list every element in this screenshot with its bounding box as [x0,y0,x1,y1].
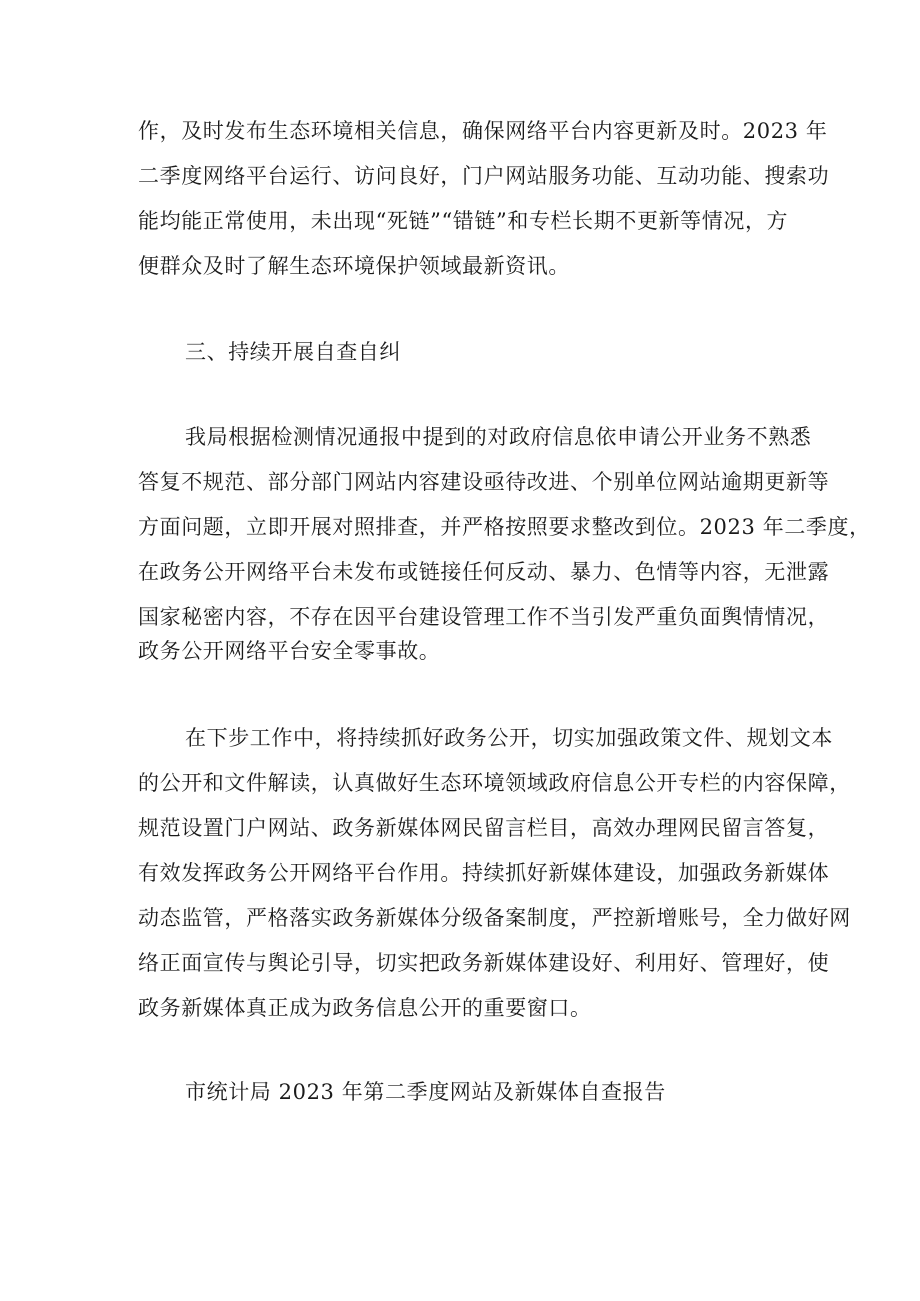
text-line: 规范设置门户网站、政务新媒体网民留言栏目，高效办理网民留言答复， [138,816,830,840]
text-line: 政务新媒体真正成为政务信息公开的重要窗口。 [138,996,592,1020]
text-line: 能均能正常使用，未出现“死链”“错链”和专栏长期不更新等情况，方 [138,209,789,233]
section-heading: 三、持续开展自查自纠 [185,340,401,364]
text-line: 我局根据检测情况通报中提到的对政府信息依申请公开业务不熟悉 [185,425,812,449]
text-line: 国家秘密内容，不存在因平台建设管理工作不当引发严重负面舆情情况， [138,605,830,629]
document-title: 市统计局 2023 年第二季度网站及新媒体自查报告 [185,1080,666,1104]
text-line: 在下步工作中，将持续抓好政务公开，切实加强政策文件、规划文本 [185,726,833,750]
text-line: 政务公开网络平台安全零事故。 [138,639,441,663]
text-line: 在政务公开网络平台未发布或链接任何反动、暴力、色情等内容，无泄露 [138,560,830,584]
text-line: 的公开和文件解读，认真做好生态环境领域政府信息公开专栏的内容保障， [138,771,851,795]
text-line: 方面问题，立即开展对照排查，并严格按照要求整改到位。2023 年二季度， [138,515,871,539]
text-line: 作，及时发布生态环境相关信息，确保网络平台内容更新及时。2023 年 [138,119,828,143]
text-line: 络正面宣传与舆论引导，切实把政务新媒体建设好、利用好、管理好，使 [138,951,830,975]
text-line: 便群众及时了解生态环境保护领域最新资讯。 [138,254,570,278]
text-line: 二季度网络平台运行、访问良好，门户网站服务功能、互动功能、搜索功 [138,164,830,188]
text-line: 有效发挥政务公开网络平台作用。持续抓好新媒体建设，加强政务新媒体 [138,861,830,885]
text-line: 答复不规范、部分部门网站内容建设亟待改进、个别单位网站逾期更新等 [138,470,830,494]
text-line: 动态监管，严格落实政务新媒体分级备案制度，严控新增账号，全力做好网 [138,906,851,930]
